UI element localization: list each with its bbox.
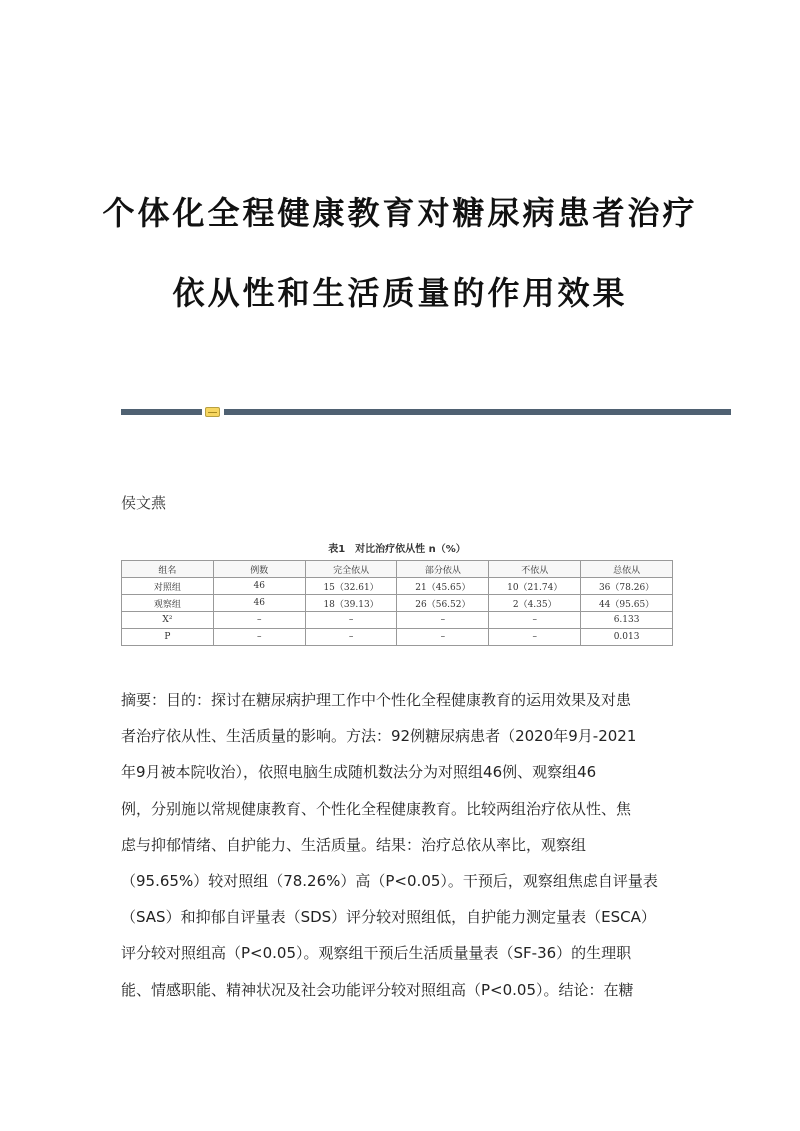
abstract-line: 虑与抑郁情绪、自护能力、生活质量。结果：治疗总依从率比，观察组 <box>121 835 587 854</box>
table-row <box>122 595 673 612</box>
table-cell: 15（32.61） <box>305 578 397 595</box>
table-cell: – <box>489 612 581 629</box>
author-name: 侯文燕 <box>121 494 167 512</box>
header-cell: 完全依从 <box>305 561 397 578</box>
abstract-line: 例，分别施以常规健康教育、个性化全程健康教育。比较两组治疗依从性、焦 <box>121 799 632 818</box>
table-header-row <box>122 561 673 578</box>
table-cell: 26（56.52） <box>397 595 489 612</box>
compliance-table <box>121 560 673 646</box>
table-cell: 观察组 <box>122 595 214 612</box>
table-row <box>122 612 673 629</box>
abstract-line: （95.65%）较对照组（78.26%）高（P<0.05）。干预后，观察组焦虑自评量表 <box>121 872 658 891</box>
divider-right <box>224 409 731 415</box>
header-cell: 部分依从 <box>397 561 489 578</box>
abstract-line: 评分较对照组高（P<0.05）。观察组干预后生活质量量表（SF-36）的生理职 <box>121 944 632 963</box>
header-cell: 例数 <box>213 561 305 578</box>
table-cell: 18（39.13） <box>305 595 397 612</box>
abstract-line: 能、情感职能、精神状况及社会功能评分较对照组高（P<0.05）。结论：在糖 <box>121 980 634 999</box>
abstract-line: 年9月被本院收治），依照电脑生成随机数法分为对照组46例、观察组46 <box>121 763 597 782</box>
abstract-line: 摘要：目的：探讨在糖尿病护理工作中个性化全程健康教育的运用效果及对患 <box>121 691 632 709</box>
table-cell: 46 <box>213 578 305 595</box>
header-cell: 不依从 <box>489 561 581 578</box>
table-cell: 6.133 <box>581 612 673 629</box>
table-row <box>122 578 673 595</box>
table-cell: – <box>397 612 489 629</box>
header-cell: 总依从 <box>581 561 673 578</box>
table-cell: – <box>397 629 489 646</box>
table-cell: 0.013 <box>581 629 673 646</box>
compliance-table-block <box>121 540 673 646</box>
document-icon <box>205 407 220 417</box>
table-cell: – <box>489 629 581 646</box>
table-cell: P <box>122 629 214 646</box>
table-caption: 表1 对比治疗依从性 n（%） <box>328 544 466 555</box>
table-cell: 36（78.26） <box>581 578 673 595</box>
table-cell: 2（4.35） <box>489 595 581 612</box>
table-row <box>122 629 673 646</box>
header-cell: 组名 <box>122 561 214 578</box>
abstract-line: （SAS）和抑郁自评量表（SDS）评分较对照组低，自护能力测定量表（ESCA） <box>121 908 656 927</box>
table-cell: 10（21.74） <box>489 578 581 595</box>
table-cell: – <box>305 629 397 646</box>
table-cell: 对照组 <box>122 578 214 595</box>
table-cell: X² <box>122 612 214 629</box>
table-cell: – <box>213 612 305 629</box>
title-line-2: 依从性和生活质量的作用效果 <box>172 274 628 312</box>
table-cell: – <box>213 629 305 646</box>
abstract-line: 者治疗依从性、生活质量的影响。方法：92例糖尿病患者（2020年9月-2021 <box>121 727 637 746</box>
table-cell: 44（95.65） <box>581 595 673 612</box>
table-cell: – <box>305 612 397 629</box>
table-cell: 46 <box>213 595 305 612</box>
table-cell: 21（45.65） <box>397 578 489 595</box>
abstract-paragraph <box>121 682 673 1008</box>
divider-left <box>121 409 202 415</box>
title-line-1: 个体化全程健康教育对糖尿病患者治疗 <box>102 194 698 232</box>
